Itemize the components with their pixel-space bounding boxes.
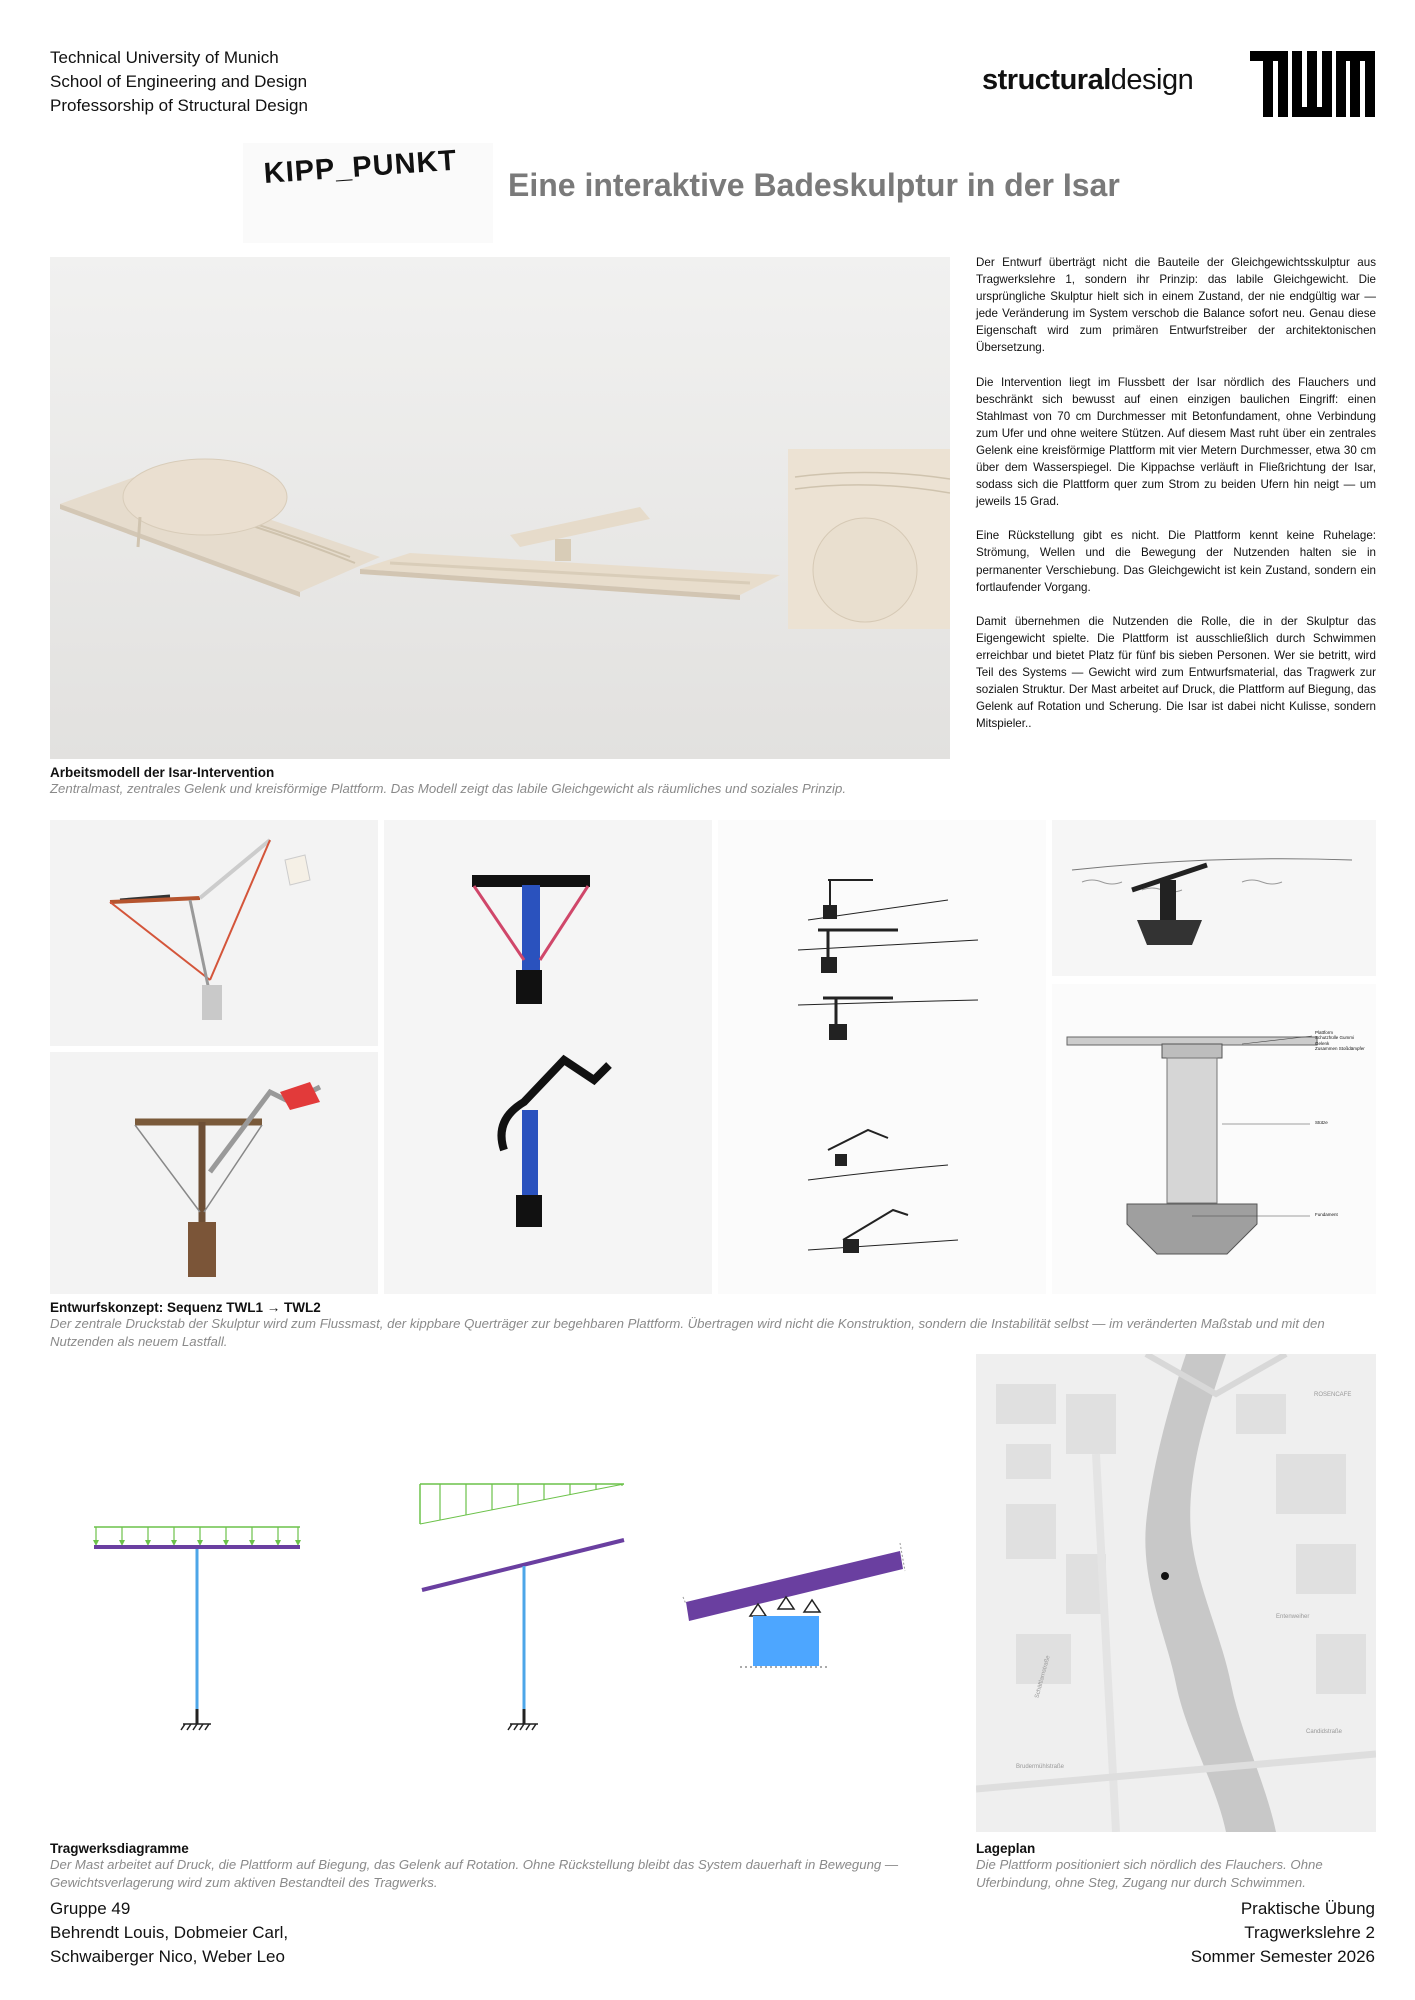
brand-regular: design [1110, 64, 1194, 96]
caption-text: Die Plattform positioniert sich nördlich des Flauchers. Ohne Uferbindung, ohne Steg, Zugang nur durch Schwimmen. [976, 1857, 1323, 1890]
concept-sketch-1 [384, 820, 712, 1294]
institution-line: School of Engineering and Design [50, 72, 308, 91]
paragraph: Eine Rückstellung gibt es nicht. Die Plattform kennt keine Ruhelage: Strömung, Wellen und die Bewegung der Nutzenden halten sie in permanenter Verschiebung. Das Gleichgewicht ist kein Zustand, sondern ein fortlaufender Vorgang. [976, 529, 1376, 594]
project-name: KIPP_PUNKT [262, 144, 459, 191]
page-title: Eine interaktive Badeskulptur in der Isar [508, 167, 1120, 203]
section-drawing [1052, 984, 1376, 1294]
model-photo [50, 257, 950, 759]
section-labels [1315, 1030, 1365, 1052]
semester: Sommer Semester 2026 [1190, 1947, 1375, 1966]
institution-line: Technical University of Munich [50, 48, 279, 67]
section-label: Plattform [1315, 1030, 1334, 1035]
diagram-tilted-beam [420, 1484, 624, 1730]
site-caption [976, 1841, 1376, 1892]
load-arrow-icon [96, 1527, 298, 1544]
section-label: Schutzhülle Gummi [1315, 1035, 1355, 1041]
brand-bold: structural [982, 64, 1111, 96]
course-type: Praktische Übung [1240, 1899, 1375, 1918]
group-members: Behrendt Louis, Dobmeier Carl, [50, 1923, 289, 1942]
paragraph: Damit übernehmen die Nutzenden die Rolle, die in der Skulptur das Eigengewicht spielte. Die Plattform ist ausschließlich durch Schwimmen erreichbar und bietet Platz für fünf bis sieben Personen. Wer sie betritt, wird Teil des Systems — Gewicht wird zum Entwurfsmaterial, das Tragwerk zur sozialen Struktur. Der Mast arbeitet auf Druck, die Plattform auf Biegung, das Gelenk auf Rotation und Scherung. Die Isar ist dabei nicht Kulisse, sondern Mitspieler.. [976, 614, 1376, 731]
group-number: Gruppe 49 [50, 1899, 131, 1918]
concept-sketch-3 [1052, 820, 1376, 976]
map-label: Schäftlarnstraße [1034, 1654, 1052, 1700]
body-text [976, 254, 1376, 749]
group-members: Schwaiberger Nico, Weber Leo [50, 1947, 285, 1966]
model-caption [50, 765, 950, 798]
section-label: Fundament [1315, 1212, 1338, 1217]
section-label: Stütze [1315, 1120, 1328, 1125]
section-label: Gelenk [1315, 1040, 1330, 1046]
concept-photo-1 [50, 820, 378, 1046]
concept-caption [50, 1300, 1376, 1351]
institution-block [50, 46, 308, 118]
tum-logo [1250, 51, 1375, 117]
diagrams-caption [50, 1841, 950, 1892]
caption-title: Arbeitsmodell der Isar-Intervention [50, 765, 275, 780]
caption-text: Der Mast arbeitet auf Druck, die Plattform auf Biegung, das Gelenk auf Rotation. Ohne Rückstellung bleibt das System dauerhaft in Bewegung — Gewichtsverlagerung wird zum aktiven Bestandteil des Tragwerks. [50, 1857, 899, 1890]
section-label: Zusammen Stoßdämpfer [1315, 1046, 1365, 1052]
caption-text: Zentralmast, zentrales Gelenk und kreisförmige Plattform. Das Modell zeigt das labile Gleichgewicht als räumliches und soziales Prinzip. [50, 781, 846, 796]
map-label: Candidstraße [1306, 1729, 1343, 1735]
paragraph: Der Entwurf überträgt nicht die Bauteile der Gleichgewichtsskulptur aus Tragwerkslehre 1, sondern ihr Prinzip: das labile Gleichgewicht. Die ursprüngliche Skulptur hielt sich in einem Zustand, der nie endgültig war — jede Veränderung im System verschob die Balance sofort neu. Genau diese Eigenschaft wird zum primären Entwurfstreiber der architektonischen Übersetzung. [976, 256, 1376, 355]
caption-text: Der zentrale Druckstab der Skulptur wird zum Flussmast, der kippbare Querträger zur begehbaren Plattform. Übertragen wird nicht die Konstruktion, sondern die Instabilität selbst — im veränderten Maßstab und mit den Nutzenden als neuem Lastfall. [50, 1316, 1325, 1349]
course-info [1110, 1897, 1375, 1969]
caption-title: Tragwerksdiagramme [50, 1841, 189, 1856]
fixed-support-icon [181, 1709, 211, 1730]
caption-title: Lageplan [976, 1841, 1036, 1856]
location-dot-icon [1161, 1572, 1169, 1580]
caption-title: Entwurfskonzept: Sequenz TWL1 → TWL2 [50, 1300, 321, 1315]
site-plan-map [976, 1354, 1376, 1832]
map-label: Brudermühlstraße [1016, 1764, 1065, 1770]
paragraph: Die Intervention liegt im Flussbett der Isar nördlich des Flauchers und beschränkt sich bewusst auf einen einzigen baulichen Eingriff: einen Stahlmast von 70 cm Durchmesser mit Betonfundament, ohne Verbindung zum Ufer und ohne weitere Stützen. Auf diesem Mast ruht über ein zentrales Gelenk eine kreisförmige Plattform mit vier Metern Durchmesser, etwa 30 cm über dem Wasserspiegel. Die Kippachse verläuft in Fließrichtung der Isar, sodass sich die Plattform quer zum Strom zu beiden Ufern hin neigt — um jeweils 15 Grad. [976, 375, 1376, 509]
concept-sketch-2 [718, 820, 1046, 1294]
structural-design-brand [982, 64, 1193, 97]
institution-line: Professorship of Structural Design [50, 96, 308, 115]
course-name: Tragwerkslehre 2 [1244, 1923, 1375, 1942]
map-label: Entenweiher [1276, 1614, 1310, 1620]
diagram-hinge-detail [683, 1543, 905, 1667]
group-info [50, 1897, 288, 1969]
map-label: ROSENCAFE [1314, 1392, 1352, 1398]
diagram-t-beam [93, 1527, 301, 1730]
structural-diagrams [50, 1354, 950, 1832]
concept-photo-2 [50, 1052, 378, 1294]
